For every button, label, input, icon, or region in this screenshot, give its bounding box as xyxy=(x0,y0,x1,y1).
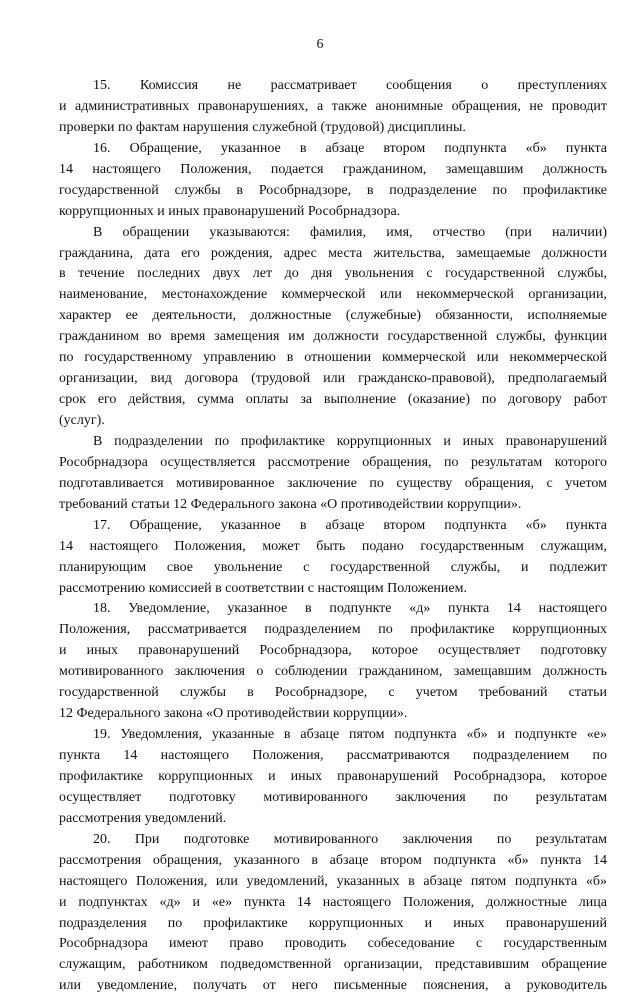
text-line: пункта 14 настоящего Положения, рассматриваются подразделением по xyxy=(59,748,607,763)
text-line: В подразделении по профилактике коррупционных и иных правонарушений xyxy=(93,433,607,449)
text-line: 20. При подготовке мотивированного заключения по результатам xyxy=(93,831,607,847)
text-line: 14 настоящего Положения, может быть подано государственным служащим, xyxy=(59,538,607,554)
text-line: и иных правонарушений Рособрнадзора, которое осуществляет подготовку xyxy=(59,643,607,659)
text-line: и административных правонарушениях, а также анонимные обращения, не проводит xyxy=(59,98,607,114)
text-line: рассмотрения обращения, указанного в абзаце втором подпункта «б» пункта 14 xyxy=(59,852,607,868)
text-line: служащим, работником подведомственной организации, представившим обращение xyxy=(59,957,607,973)
text-line: или уведомление, получать от него письменные пояснения, а руководитель xyxy=(59,978,607,994)
text-line: и подпунктах «д» и «е» пункта 14 настоящего Положения, должностные лица xyxy=(59,894,607,910)
text-line: рассмотрению комиссией в соответствии с настоящим Положением. xyxy=(59,580,467,596)
text-line: 19. Уведомления, указанные в абзаце пятом подпункта «б» и подпункте «е» xyxy=(93,727,607,743)
text-line: подразделения по профилактике коррупционных и иных правонарушений xyxy=(59,915,607,931)
text-line: гражданина, дата его рождения, адрес места жительства, замещаемые должности xyxy=(59,245,607,261)
text-line: проверки по фактам нарушения служебной (трудовой) дисциплины. xyxy=(59,119,466,135)
text-line: Рособрнадзора имеют право проводить собеседование с государственным xyxy=(59,936,607,952)
text-line: характер ее деятельности, должностные (служебные) обязанности, исполняемые xyxy=(59,308,607,324)
text-line: профилактике коррупционных и иных правонарушений Рособрнадзора, которое xyxy=(59,768,607,784)
text-line: гражданином во время замещения им должности государственной службы, функции xyxy=(59,329,607,345)
text-line: 15. Комиссия не рассматривает сообщения о преступлениях xyxy=(93,78,607,93)
text-line: В обращении указываются: фамилия, имя, отчество (при наличии) xyxy=(93,224,607,240)
text-line: настоящего Положения, или уведомлений, указанных в абзаце пятом подпункта «б» xyxy=(59,873,607,889)
text-line: подготавливается мотивированное заключение по существу обращения, с учетом xyxy=(59,475,607,491)
text-line: 17. Обращение, указанное в абзаце втором подпункта «б» пункта xyxy=(93,517,607,533)
page-number: 6 xyxy=(316,37,324,52)
text-line: по государственному управлению в отношении коммерческой или некоммерческой xyxy=(59,350,607,366)
text-line: коррупционных и иных правонарушений Рособрнадзора. xyxy=(59,203,401,219)
text-line: государственной службы в Рособрнадзоре, в подразделение по профилактике xyxy=(59,182,607,198)
text-line: организации, вид договора (трудовой или гражданско-правовой), предполагаемый xyxy=(59,371,607,387)
text-line: Рособрнадзора осуществляется рассмотрение обращения, по результатам которого xyxy=(59,454,607,470)
text-line: (услуг). xyxy=(59,413,105,428)
text-line: 14 настоящего Положения, подается гражданином, замещавшим должность xyxy=(59,161,607,177)
text-line: срок его действия, сумма оплаты за выполнение (оказание) по договору работ xyxy=(59,392,607,408)
text-line: планирующим свое увольнение с государственной службы, и подлежит xyxy=(59,559,607,575)
text-line: 12 Федерального закона «О противодействии коррупции». xyxy=(59,706,408,722)
text-line: 18. Уведомление, указанное в подпункте «д» пункта 14 настоящего xyxy=(93,601,607,617)
text-line: государственной службы в Рособрнадзоре, с учетом требований статьи xyxy=(59,685,607,701)
text-line: Положения, рассматривается подразделением по профилактике коррупционных xyxy=(59,622,607,638)
document-body xyxy=(59,76,607,997)
text-line: мотивированного заключения о соблюдении гражданином, замещавшим должность xyxy=(59,664,607,680)
text-line: рассмотрения уведомлений. xyxy=(59,810,227,826)
text-line: осуществляет подготовку мотивированного заключения по результатам xyxy=(59,789,607,805)
text-line: наименование, местонахождение коммерческой или некоммерческой организации, xyxy=(59,287,607,303)
text-line: 16. Обращение, указанное в абзаце втором подпункта «б» пункта xyxy=(93,140,607,156)
text-line: в течение последних двух лет до дня увольнения с государственной службы, xyxy=(59,266,607,282)
text-line: требований статьи 12 Федерального закона «О противодействии коррупции». xyxy=(59,496,522,512)
